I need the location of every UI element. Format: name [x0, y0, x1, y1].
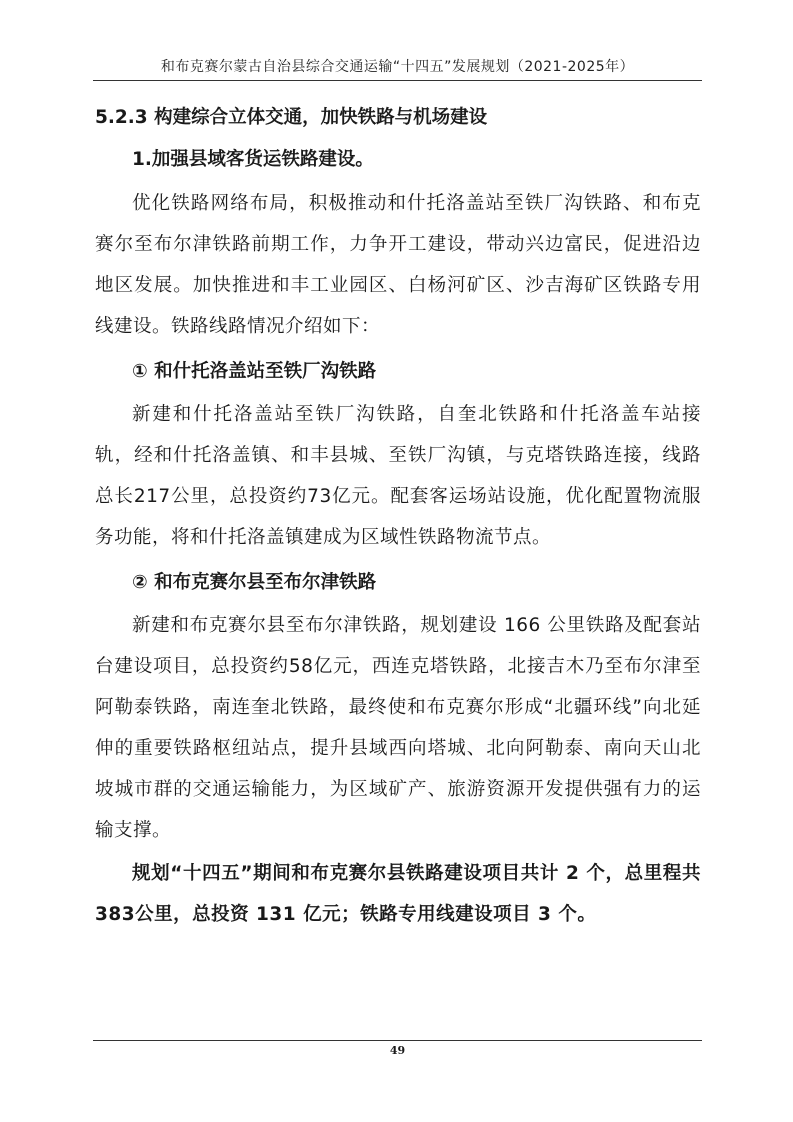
railway-item-2-title: ② 和布克赛尔县至布尔津铁路 — [132, 572, 377, 593]
railway-item-1-body: 新建和什托洛盖站至铁厂沟铁路，自奎北铁路和什托洛盖车站接轨，经和什托洛盖镇、和丰县城、至铁厂沟镇，与克塔铁路连接，线路总长217公里，总投资约73亿元。配套客运场站设施，优化配置物流服务功能，将和什托洛盖镇建成为区域性铁路物流节点。 — [95, 404, 701, 548]
page-content — [95, 100, 701, 935]
header-divider — [93, 80, 702, 81]
railway-item-2-body: 新建和布克赛尔县至布尔津铁路，规划建设 166 公里铁路及配套站台建设项目，总投资约58亿元，西连克塔铁路，北接吉木乃至布尔津至阿勒泰铁路，南连奎北铁路，最终使和布克赛尔形成“北疆环线”向北延伸的重要铁路枢纽站点，提升县域西向塔城、北向阿勒泰、南向天山北坡城市群的交通运输能力，为区域矿产、旅游资源开发提供强有力的运输支撑。 — [95, 615, 701, 841]
intro-paragraph: 优化铁路网络布局，积极推动和什托洛盖站至铁厂沟铁路、和布克赛尔至布尔津铁路前期工作，力争开工建设，带动兴边富民，促进沿边地区发展。加快推进和丰工业园区、白杨河矿区、沙吉海矿区铁路专用线建设。铁路线路情况介绍如下： — [95, 193, 701, 337]
footer-divider — [93, 1040, 702, 1041]
page-number: 49 — [389, 1044, 406, 1057]
section-heading: 5.2.3 构建综合立体交通，加快铁路与机场建设 — [95, 107, 488, 128]
railway-item-1-title: ① 和什托洛盖站至铁厂沟铁路 — [132, 361, 377, 382]
subsection-heading: 1.加强县域客货运铁路建设。 — [132, 149, 374, 170]
running-header: 和布克赛尔蒙古自治县综合交通运输“十四五”发展规划（2021-2025年） — [160, 59, 635, 75]
summary-paragraph: 规划“十四五”期间和布克赛尔县铁路建设项目共计 2 个，总里程共383公里，总投资 131 亿元；铁路专用线建设项目 3 个。 — [95, 863, 701, 925]
